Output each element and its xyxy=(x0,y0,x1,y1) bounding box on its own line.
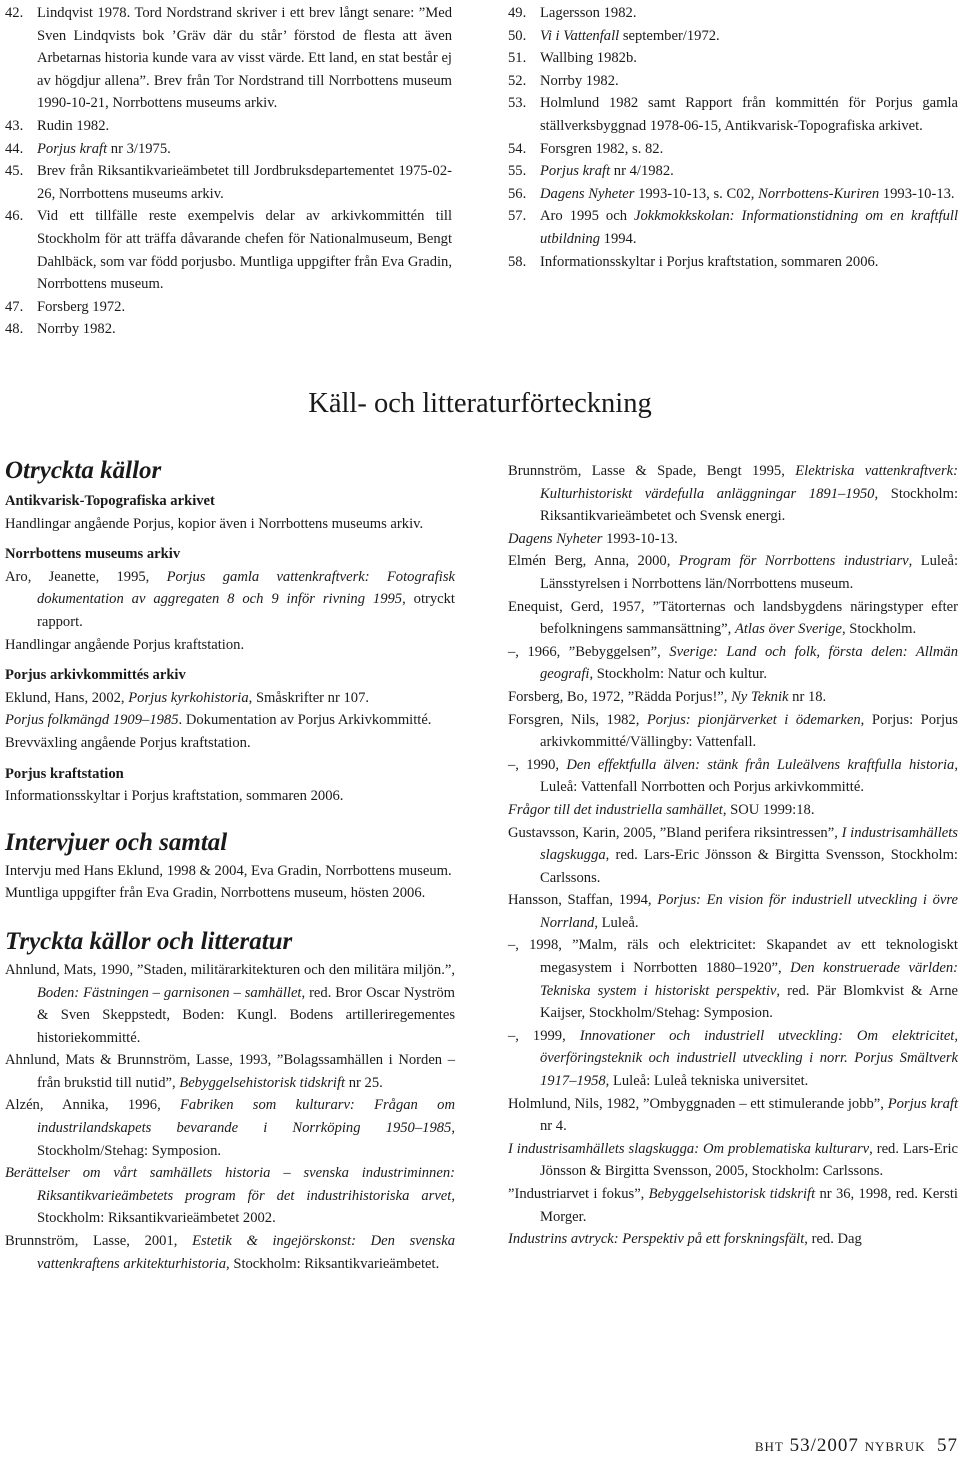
text-run: Elmén Berg, Anna, 2000, xyxy=(508,553,679,570)
archive-entry xyxy=(5,566,455,634)
text-run: Industrins avtryck: Perspektiv på ett forskningsfält xyxy=(508,1231,805,1248)
text-run: nr 36, 1998, red. Kersti Morger. xyxy=(540,1186,958,1225)
text-run: –, 1966, ”Bebyggelsen”, xyxy=(508,643,670,660)
text-run: nr 3/1975. xyxy=(107,140,171,157)
text-run: , SOU 1999:18. xyxy=(722,801,815,818)
text-run: , red. Lars-Eric Jönsson & Birgitta Svensson, Stockholm: Carlssons. xyxy=(540,847,958,886)
endnote-number: 50. xyxy=(508,27,527,44)
archive-entry xyxy=(5,732,455,755)
text-run: Forsberg 1972. xyxy=(37,298,126,315)
endnote-text xyxy=(37,138,452,161)
text-run: ”Industriarvet i fokus”, xyxy=(508,1186,649,1202)
bibliography-entry xyxy=(508,528,958,551)
endnote xyxy=(508,138,958,161)
endnote-number: 52. xyxy=(508,72,527,89)
endnote-number: 57. xyxy=(508,208,527,225)
endnote-number: 44. xyxy=(5,140,24,157)
text-run: Frågor till det industriella samhället xyxy=(508,801,723,818)
endnote xyxy=(508,70,958,93)
text-run: , Stockholm: Riksantikvarieämbetet och Svensk energi. xyxy=(540,485,959,525)
text-run: Porjus folkmängd 1909–1985 xyxy=(5,712,179,729)
text-run: Innovationer och industriell utveckling: Om elektricitet, överföringsteknik och industriell utveckling i norr. Porjus Smältverk 1917–1958 xyxy=(540,1027,958,1090)
text-run: Norrbottens-Kuriren xyxy=(758,185,880,202)
endnote-number: 45. xyxy=(5,163,24,180)
text-run: Den konstruerade världen: Tekniska system i historiskt perspektiv xyxy=(540,960,959,999)
text-run: , red. Pär Blomkvist & Arne Kaijser, Stockholm/Stehag: Symposion. xyxy=(540,982,959,1022)
text-run: , Småskrifter nr 107. xyxy=(248,689,370,706)
endnote-number: 54. xyxy=(508,140,527,157)
footer-section: nybruk xyxy=(864,1435,926,1456)
endnote-text xyxy=(540,70,958,93)
interview-entry xyxy=(5,860,455,883)
archive-heading: Antikvarisk-Topografiska arkivet xyxy=(5,493,215,509)
text-run: Hansson, Staffan, 1994, xyxy=(508,892,658,909)
endnote-number: 53. xyxy=(508,95,527,112)
printed-refs-right xyxy=(508,460,958,1251)
text-run: Brunnström, Lasse, 2001, xyxy=(5,1233,193,1250)
text-run: Intervju med Hans Eklund, 1998 & 2004, Eva Gradin, Norrbottens museum. xyxy=(5,862,452,879)
archive-entry xyxy=(5,513,455,536)
endnote xyxy=(508,92,958,137)
endnote xyxy=(508,183,958,206)
endnote-text xyxy=(540,183,958,206)
endnote-number: 42. xyxy=(5,5,24,21)
text-run: . Dokumentation av Porjus Arkivkommitté. xyxy=(178,712,432,729)
text-run: , Stockholm: Riksantikvarieämbetet. xyxy=(226,1255,440,1272)
endnotes-left-column xyxy=(5,2,452,341)
endnote xyxy=(5,2,452,115)
text-run: Wallbing 1982b. xyxy=(540,50,637,67)
endnote-text xyxy=(540,25,958,48)
endnote-number: 48. xyxy=(5,321,24,338)
text-run: , red. Lars-Eric Jönsson & Birgitta Svensson, 2005, Stockholm: Carlssons. xyxy=(540,1140,959,1180)
text-run: Eklund, Hans, 2002, xyxy=(5,689,129,706)
footer-page-number: 57 xyxy=(937,1435,958,1456)
text-run: I industrisamhällets slagskugga: Om problematiska kulturarv xyxy=(508,1140,870,1157)
page-title: Käll- och litteraturförteckning xyxy=(308,388,652,419)
bibliography-entry xyxy=(508,709,958,754)
archive-heading: Norrbottens museums arkiv xyxy=(5,546,181,563)
endnote-number: 51. xyxy=(508,50,527,67)
text-run: , Luleå. xyxy=(594,914,639,931)
text-run: 1993-10-13. xyxy=(879,185,955,202)
text-run: Porjus: pionjärverket i ödemarken xyxy=(646,711,861,728)
footer-journal: bht xyxy=(754,1435,784,1456)
endnote xyxy=(508,160,958,183)
text-run: Porjus kyrkohistoria xyxy=(128,689,249,706)
text-run: Vi i Vattenfall xyxy=(540,27,620,44)
text-run: Holmlund 1982 samt Rapport från kommittén för Porjus gamla ställverksbyggnad 1978-06-15, Antikvarisk-Topografiska arkivet. xyxy=(540,95,958,134)
endnote xyxy=(5,318,452,341)
text-run: Alzén, Annika, 1996, xyxy=(5,1097,181,1114)
endnotes-right-column xyxy=(508,2,958,273)
text-run: Handlingar angående Porjus, kopior även i Norrbottens museums arkiv. xyxy=(5,515,424,532)
text-run: 1993-10-13. xyxy=(602,530,678,547)
interviews-list xyxy=(5,860,455,905)
endnote-number: 46. xyxy=(5,208,24,225)
endnote xyxy=(5,138,452,161)
section-heading-interviews: Intervjuer och samtal xyxy=(5,828,228,856)
text-run: Berättelser om vårt samhällets historia – svenska industriminnen: Riksantikvarieämbetets program för det industrihistoriska arvet xyxy=(5,1165,455,1204)
text-run: Gustavsson, Karin, 2005, ”Bland perifera riksintressen”, xyxy=(508,824,842,841)
text-run: Ahnlund, Mats, 1990, ”Staden, militärarkitekturen och den militära miljön.”, xyxy=(5,961,455,978)
text-run: Forsberg, Bo, 1972, ”Rädda Porjus!”, xyxy=(508,688,732,705)
sources-right-column xyxy=(508,460,958,1251)
printed-refs-left xyxy=(5,959,455,1275)
bibliography-entry xyxy=(508,822,958,890)
endnote-text xyxy=(540,2,958,25)
text-run: Bebyggelsehistorisk tidskrift xyxy=(648,1186,816,1202)
text-run: , Stockholm: Natur och kultur. xyxy=(589,666,768,683)
endnote-text xyxy=(540,138,958,161)
text-run: Muntliga uppgifter från Eva Gradin, Norrbottens museum, hösten 2006. xyxy=(5,885,426,902)
endnote-number: 58. xyxy=(508,253,527,270)
endnote-number: 47. xyxy=(5,298,24,315)
text-run: , otryckt rapport. xyxy=(37,591,455,630)
endnote-text xyxy=(37,160,452,205)
text-run: Norrby 1982. xyxy=(37,321,116,338)
endnote xyxy=(5,296,452,319)
text-run: Porjus kraft xyxy=(37,140,108,157)
endnote-text xyxy=(540,160,958,183)
endnote xyxy=(5,205,452,295)
text-run: Den effektfulla älven: stänk från Luleälvens kraftfulla historia xyxy=(566,756,955,773)
text-run: Brev från Riksantikvarieämbetet till Jordbruksdepartementet 1975-02-26, Norrbottens museums arkiv. xyxy=(37,163,452,202)
text-run: , Luleå: Länsstyrelsen i Norrbottens län/Norrbottens museum. xyxy=(540,553,958,592)
text-run: nr 4. xyxy=(540,1118,567,1135)
text-run: 1993-10-13, s. C02, xyxy=(634,185,759,202)
text-run: Lindqvist 1978. Tord Nordstrand skriver i ett brev långt senare: ”Med Sven Lindqvists bok ’Gräv där du står’ förstod de flesta att även Arbetarnas historia kunde vara av visst värde. Ett land, en stat består ej av högdjur allena”. Brev från Tor Nordstrand till Norrbottens museum 1990-10-21, Norrbottens museums arkiv. xyxy=(37,5,452,112)
bibliography-entry xyxy=(508,754,958,799)
bibliography-entry xyxy=(5,1094,455,1162)
bibliography-entry xyxy=(508,641,958,686)
bibliography-entry xyxy=(508,686,958,709)
archive-heading: Porjus kraftstation xyxy=(5,765,124,782)
text-run: , Luleå: Luleå tekniska universitet. xyxy=(605,1073,809,1090)
text-run: Bebyggelsehistorisk tidskrift xyxy=(179,1074,346,1091)
bibliography-entry xyxy=(508,1228,958,1251)
text-run: Elektriska vattenkraftverk: Kulturhistoriskt värdefulla anläggningar 1891–1950 xyxy=(540,463,958,502)
text-run: Fabriken som kulturarv: Frågan om industrilandskapets bevarande i Norrköping 1950–1985 xyxy=(37,1097,455,1137)
endnote-text xyxy=(37,2,452,115)
text-run: Handlingar angående Porjus kraftstation. xyxy=(5,636,245,653)
section-heading-unprinted-sources: Otryckta källor xyxy=(5,457,162,484)
text-run: Norrby 1982. xyxy=(540,72,619,89)
bibliography-entry xyxy=(508,550,958,595)
archive-heading: Porjus arkivkommittés arkiv xyxy=(5,667,186,684)
bibliography-entry xyxy=(508,1093,958,1138)
endnote xyxy=(508,205,958,250)
text-run: september/1972. xyxy=(619,27,720,44)
bibliography-entry xyxy=(5,1162,455,1230)
text-run: –, 1999, xyxy=(508,1027,580,1044)
text-run: Boden: Fästningen – garnisonen – samhället xyxy=(37,984,302,1001)
bibliography-entry xyxy=(508,1138,958,1183)
bibliography-entry xyxy=(508,1025,958,1093)
text-run: Dagens Nyheter xyxy=(540,185,635,202)
footer-issue: 53/2007 xyxy=(789,1435,859,1456)
endnote xyxy=(5,115,452,138)
text-run: Porjus: En vision för industriell utveckling i övre Norrland xyxy=(540,892,958,931)
archive-entry xyxy=(5,709,455,732)
bibliography-entry xyxy=(5,1049,455,1094)
text-run: Jokkmokkskolan: Informationstidning om en kraftfull utbildning xyxy=(540,208,958,247)
text-run: –, 1998, ”Malm, räls och elektricitet: Skapandet av ett teknologiskt megasystem i Norrbotten 1880–1920”, xyxy=(508,937,958,977)
text-run: , Stockholm/Stehag: Symposion. xyxy=(37,1120,455,1159)
bibliography-entry xyxy=(5,959,455,1049)
text-run: , Porjus: Porjus arkivkommitté/Vällingby: Vattenfall. xyxy=(540,711,958,751)
text-run: , Luleå: Vattenfall Norrbotten och Porjus arkivkommitté. xyxy=(540,756,959,796)
endnote xyxy=(508,251,958,274)
bibliography-entry xyxy=(508,799,958,822)
text-run: Vid ett tillfälle reste exempelvis delar av arkivkommittén till Stockholm för att träffa dåvarande chefen för Nationalmuseum, Bengt Dahlbäck, som var född porjusbo. Muntliga uppgifter från Eva Gradin, Norrbottens museum. xyxy=(37,208,452,293)
endnote-text xyxy=(37,318,452,341)
text-run: Porjus kraft xyxy=(887,1095,958,1112)
endnote-number: 56. xyxy=(508,185,527,202)
text-run: Aro 1995 och xyxy=(540,208,635,225)
text-run: Ahnlund, Mats & Brunnström, Lasse, 1993, ”Bolagssamhällen i Norden – från brukstid till nutid”, xyxy=(5,1052,455,1091)
text-run: Atlas över Sverige xyxy=(734,621,842,638)
text-run: Lagersson 1982. xyxy=(540,5,637,21)
text-run: Porjus gamla vattenkraftverk: Fotografisk dokumentation av aggregaten 8 och 9 inför rivning 1995 xyxy=(37,568,455,608)
endnote-text xyxy=(540,92,958,137)
endnote-number: 49. xyxy=(508,5,527,21)
unprinted-sources-groups xyxy=(5,490,455,808)
bibliography-entry xyxy=(508,460,958,528)
text-run: Brunnström, Lasse & Spade, Bengt 1995, xyxy=(508,463,796,479)
bibliography-entry xyxy=(508,889,958,934)
text-run: Sverige: Land och folk, första delen: Allmän geografi xyxy=(540,643,958,683)
text-run: Aro, Jeanette, 1995, xyxy=(5,568,167,585)
bibliography-entry xyxy=(508,1183,958,1228)
page-footer xyxy=(678,1432,958,1460)
endnote xyxy=(5,160,452,205)
endnote-text xyxy=(37,115,452,138)
interview-entry xyxy=(5,882,455,905)
endnote xyxy=(508,2,958,25)
text-run: Estetik & ingejörskonst: Den svenska vattenkraftens arkitekturhistoria xyxy=(37,1233,455,1272)
text-run: Rudin 1982. xyxy=(37,117,110,134)
section-heading-printed-sources: Tryckta källor och litteratur xyxy=(5,927,293,955)
endnote-text xyxy=(37,296,452,319)
text-run: Enequist, Gerd, 1957, ”Tätorternas och landsbygdens näringstyper efter befolkningens sammansättning”, xyxy=(508,598,958,638)
text-run: Program för Norrbottens industriarv xyxy=(678,553,909,570)
bibliography-entry xyxy=(508,934,958,1024)
endnote-text xyxy=(540,251,958,274)
text-run: Holmlund, Nils, 1982, ”Ombyggnaden – ett stimulerande jobb”, xyxy=(508,1095,888,1112)
bibliography-entry xyxy=(5,1230,455,1275)
sources-left-column xyxy=(5,454,455,1275)
text-run: nr 18. xyxy=(788,688,827,705)
text-run: Brevväxling angående Porjus kraftstation. xyxy=(5,734,251,751)
text-run: I industrisamhällets slagskugga xyxy=(540,824,958,864)
text-run: nr 4/1982. xyxy=(610,163,674,180)
text-run: nr 25. xyxy=(345,1074,383,1091)
text-run: Forsgren, Nils, 1982, xyxy=(508,711,647,728)
text-run: Porjus kraft xyxy=(540,163,611,180)
archive-entry xyxy=(5,634,455,657)
bibliography-entry xyxy=(508,596,958,641)
endnote-text xyxy=(540,47,958,70)
text-run: Forsgren 1982, s. 82. xyxy=(540,140,664,157)
endnote xyxy=(508,25,958,48)
archive-entry xyxy=(5,687,455,710)
text-run: –, 1990, xyxy=(508,756,567,773)
text-run: , red. Dag xyxy=(804,1231,862,1248)
text-run: , red. Bror Oscar Nyström & Sven Skeppstedt, Boden: Kungl. Bodens artilleriregementes historiekommitté. xyxy=(37,984,455,1046)
archive-entry xyxy=(5,785,455,808)
text-run: Informationsskyltar i Porjus kraftstation, sommaren 2006. xyxy=(540,253,879,270)
text-run: Informationsskyltar i Porjus kraftstation, sommaren 2006. xyxy=(5,788,344,805)
endnote-text xyxy=(540,205,958,250)
text-run: , Stockholm: Riksantikvarieämbetet 2002. xyxy=(37,1187,455,1227)
text-run: Dagens Nyheter xyxy=(508,530,603,547)
endnote-number: 55. xyxy=(508,163,527,180)
endnote-number: 43. xyxy=(5,117,24,134)
text-run: 1994. xyxy=(600,230,637,247)
text-run: , Stockholm. xyxy=(841,621,917,638)
text-run: Ny Teknik xyxy=(731,688,789,705)
endnote-text xyxy=(37,205,452,295)
endnote xyxy=(508,47,958,70)
